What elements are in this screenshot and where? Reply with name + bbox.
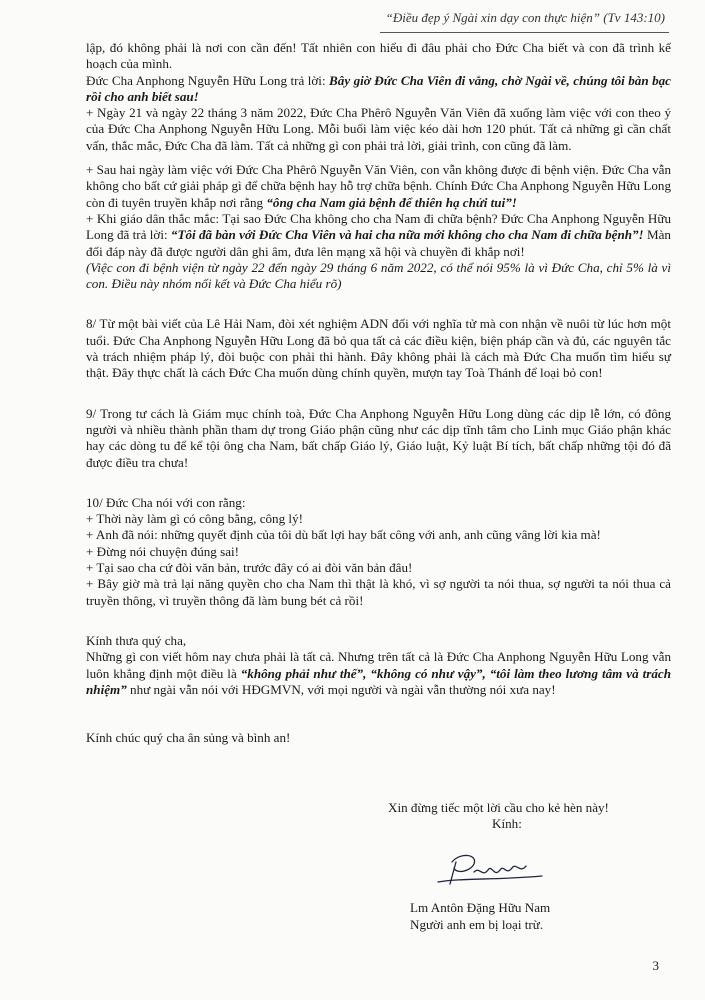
reply-quote: Bây giờ Đức Cha Viên đi vắng, chờ Ngài về, chúng tôi bàn bạc rồi cho anh biết sau! [86, 72, 671, 104]
paragraph-10-intro: 10/ Đức Cha nói với con rằng: [86, 494, 246, 510]
signoff-line1: Xin đừng tiếc một lời cầu cho kẻ hèn này! [388, 800, 609, 815]
signer-name: Lm Antôn Đặng Hữu Nam [410, 900, 551, 915]
closing-quote-2: “không có như vậy” [370, 665, 483, 681]
bullet-after-quote: “ông cha Nam giả bệnh để thiên hạ chửi tui”! [266, 194, 517, 210]
closing-quote-1: “không phải như thế” [240, 665, 364, 681]
page-number: 3 [652, 958, 659, 973]
closing-lead: Những gì con viết hôm nay chưa phải là tất cả. Nhưng trên tất cả là Đức Cha Anphong Nguyễn Hữu Long vẫn luôn khẳng định một điều là [86, 649, 671, 681]
signoff-line2: Kính: [492, 816, 522, 832]
closing-sep-1: , [363, 665, 371, 681]
paragraph-intro: lập, đó không phải là nơi con cần đến! Tất nhiên con hiểu đi đâu phải cho Đức Cha biết và con đã trình kế hoạch của mình. [86, 40, 671, 72]
closing-wish: Kính chúc quý cha ân sủng và bình an! [86, 730, 291, 746]
header-rule [380, 32, 669, 33]
list-item: + Đừng nói chuyện đúng sai! [86, 543, 240, 559]
letter-body [86, 40, 671, 746]
reply-lead: Đức Cha Anphong Nguyễn Hữu Long trả lời: [86, 72, 330, 88]
list-item: + Tại sao cha cứ đòi văn bản, trước đây có ai đòi văn bản đâu! [86, 560, 413, 576]
list-item: + Bây giờ mà trả lại năng quyền cho cha Nam thì thật là khó, vì sợ người ta nói thua, sợ người ta nói thua cả truyền thông, vì truyền thông đã làm bung bét cả rồi! [86, 576, 671, 608]
bullet-after-lead: + Sau hai ngày làm việc với Đức Cha Phêrô Nguyễn Văn Viên, con vẫn không được đi bệnh viện. Đức Cha vẫn không cho bất cứ giải pháp gì để chữa bệnh hay hỗ trợ chữa bệnh. Chính Đức Cha Anphong Nguyễn Hữu Long còn đi tuyên truyền khắp nơi rằng [86, 162, 671, 210]
paragraph-bullet-question [86, 211, 671, 260]
closing-salutation: Kính thưa quý cha, [86, 632, 187, 648]
header-quote-text: “Điều đẹp ý Ngài xin dạy con thực hiện” (Tv 143:10) [385, 10, 665, 25]
bullet-question-quote: “Tôi đã bàn với Đức Cha Viên và hai cha nữa mới không cho cha Nam đi chữa bệnh”! [170, 227, 644, 243]
handwritten-signature [430, 848, 550, 896]
signer-block [410, 899, 550, 933]
paragraph-8: 8/ Từ một bài viết của Lê Hải Nam, đòi xét nghiệm ADN đối với nghĩa tử mà con nhận về nuôi từ lúc hơn một tuổi. Đức Cha Anphong Nguyễn Hữu Long đã bỏ qua tất cả các điều kiện, biện pháp cần và đủ, các nguyên tắc và trách nhiệm pháp lý, đòi buộc con phải thi hành. Đây không phải là cách mà Đức Cha muốn tìm hiểu sự thật. Đây thực chất là cách Đức Cha muốn dùng chính quyền, mượn tay Toà Thánh để loại bỏ con! [86, 316, 671, 381]
paragraph-note: (Việc con đi bệnh viện từ ngày 22 đến ngày 29 tháng 6 năm 2022, có thể nói 95% là vì Đức Cha, chỉ 5% là vì con. Điều này nhóm nối kết và Đức Cha hiểu rõ) [86, 259, 671, 292]
list-item: + Thời này làm gì có công bằng, công lý! [86, 511, 303, 527]
signoff-block [388, 800, 609, 833]
bullet-question-tail: Màn đối đáp này đã được người dân ghi âm, đưa lên mạng xã hội và chuyền đi khắp nơi! [86, 227, 671, 259]
paragraph-9: 9/ Trong tư cách là Giám mục chính toà, Đức Cha Anphong Nguyễn Hữu Long dùng các dịp lễ lớn, có đông người và nhiều thành phần tham dự trong Giáo phận cũng như các dịp tĩnh tâm cho Linh mục Giáo phận khác hay các dòng tu để kể tội ông cha Nam, bất chấp Giáo lý, Giáo luật, Kỷ luật Bí tích, bất chấp những tội đó đã được điều tra chưa! [86, 405, 671, 470]
signer-title: Người anh em bị loại trừ. [410, 917, 544, 932]
list-item: + Anh đã nói: những quyết định của tôi dù bất lợi hay bất công với anh, anh cũng vâng lời kia mà! [86, 527, 601, 543]
closing-quote-3: “tôi làm theo lương tâm và trách nhiệm” [86, 665, 671, 697]
bullet-question-lead: + Khi giáo dân thắc mắc: Tại sao Đức Cha không cho cha Nam đi chữa bệnh? Đức Cha Anphong Nguyễn Hữu Long đã trả lời: [86, 210, 671, 243]
closing-sep-2: , [482, 665, 490, 681]
paragraph-bullet-march: + Ngày 21 và ngày 22 tháng 3 năm 2022, Đức Cha Phêrô Nguyễn Văn Viên đã xuống làm việc với con theo ý của Đức Cha Anphong Nguyễn Hữu Long. Mỗi buổi làm việc kéo dài hơn 120 phút. Tất cả những gì cần chất vấn, thắc mắc, Đức Cha đã làm. Tất cả những gì con phải trả lời, giải trình, con cũng đã làm. [86, 105, 671, 153]
paragraph-bullet-after [86, 162, 671, 211]
paragraph-reply [86, 73, 671, 106]
closing-body [86, 649, 671, 698]
header-quote [386, 10, 665, 26]
closing-tail: như ngài vẫn nói với HĐGMVN, với mọi người và ngài vẫn thường nói xưa nay! [126, 681, 556, 697]
